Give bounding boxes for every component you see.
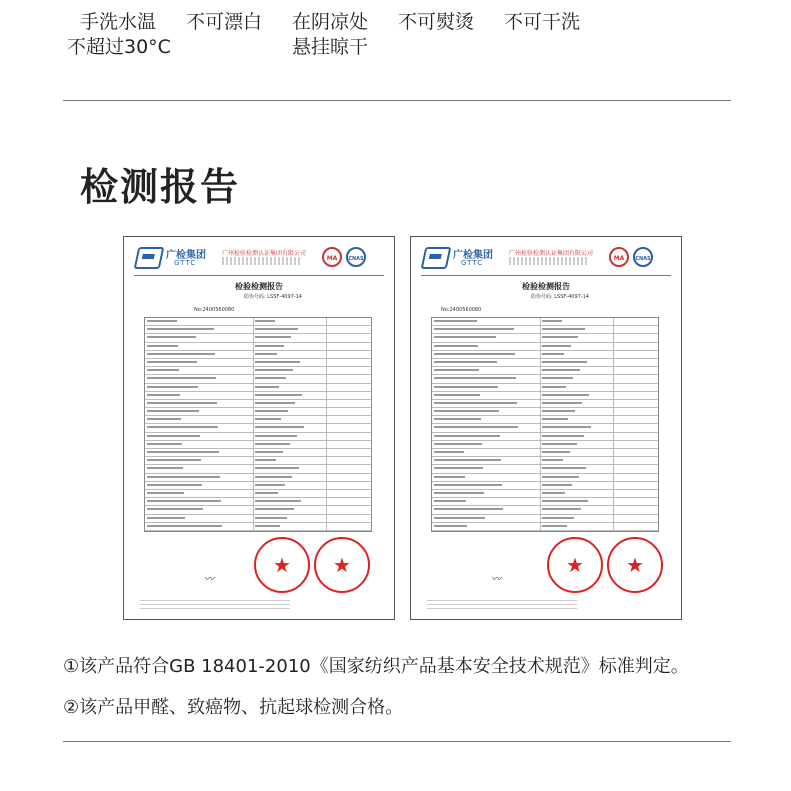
table-row (432, 318, 658, 326)
table-row (145, 343, 371, 351)
table-cell (432, 416, 541, 423)
table-cell (253, 359, 326, 366)
care-label-text: 悬挂晾干 (292, 36, 369, 58)
table-cell (253, 408, 326, 415)
table-cell (540, 523, 613, 530)
table-cell (540, 482, 613, 489)
table-cell (432, 343, 541, 350)
table-row (145, 334, 371, 342)
table-cell (540, 424, 613, 431)
results-table (431, 317, 659, 532)
table-cell (432, 523, 541, 530)
table-cell (145, 384, 254, 391)
table-cell (432, 400, 541, 407)
table-row (432, 343, 658, 351)
table-cell (540, 351, 613, 358)
table-row (432, 515, 658, 523)
report-number: No:2400560080 (194, 307, 235, 313)
table-cell (145, 416, 254, 423)
table-cell (145, 506, 254, 513)
table-cell (145, 449, 254, 456)
care-instructions (0, 10, 791, 70)
table-row (145, 367, 371, 375)
care-label-text: 不超过30°C (67, 36, 171, 58)
note-pass: ②该产品甲醛、致癌物、抗起球检测合格。 (63, 697, 404, 718)
care-label-iron (398, 10, 474, 35)
table-row (145, 449, 371, 457)
section-title: 检测报告 (80, 165, 241, 209)
table-cell (432, 384, 541, 391)
brand-name: 广检集团 (166, 250, 206, 261)
table-cell (540, 490, 613, 497)
table-cell (540, 326, 613, 333)
table-row (432, 375, 658, 383)
table-row (145, 515, 371, 523)
cnas-badge-icon: CNAS (346, 247, 366, 267)
table-row (432, 359, 658, 367)
table-cell (540, 465, 613, 472)
report-footer (427, 599, 577, 609)
table-cell (253, 392, 326, 399)
table-cell (145, 474, 254, 481)
table-row (145, 384, 371, 392)
table-cell (253, 515, 326, 522)
table-cell (253, 441, 326, 448)
table-cell (540, 449, 613, 456)
table-row (432, 392, 658, 400)
table-row (432, 498, 658, 506)
table-cell (432, 408, 541, 415)
table-row (432, 433, 658, 441)
table-cell (253, 367, 326, 374)
table-cell (253, 433, 326, 440)
table-cell (145, 490, 254, 497)
table-cell (432, 441, 541, 448)
table-row (145, 523, 371, 531)
table-cell (253, 424, 326, 431)
table-cell (432, 433, 541, 440)
table-row (432, 482, 658, 490)
table-row (145, 506, 371, 514)
table-cell (145, 400, 254, 407)
table-row (145, 392, 371, 400)
table-cell (540, 392, 613, 399)
table-cell (540, 441, 613, 448)
table-cell (253, 465, 326, 472)
table-cell (540, 416, 613, 423)
table-cell (253, 375, 326, 382)
table-row (145, 490, 371, 498)
test-report-1 (123, 236, 395, 620)
care-label-dry (292, 10, 368, 60)
table-row (432, 424, 658, 432)
table-cell (145, 334, 254, 341)
table-cell (145, 343, 254, 350)
table-cell (145, 408, 254, 415)
table-cell (432, 449, 541, 456)
table-cell (540, 474, 613, 481)
care-label-text: 不可熨烫 (398, 11, 475, 33)
table-cell (145, 457, 254, 464)
security-code: 防伪号码: LSSF-4097-14 (244, 294, 302, 300)
inspection-seal-icon: ★ (547, 537, 603, 593)
table-cell (253, 384, 326, 391)
table-cell (540, 433, 613, 440)
table-cell (253, 400, 326, 407)
care-label-dryclean (504, 10, 580, 35)
table-cell (432, 482, 541, 489)
table-cell (145, 392, 254, 399)
table-cell (540, 334, 613, 341)
table-row (145, 326, 371, 334)
report-title: 检验检测报告 (522, 282, 570, 291)
table-cell (145, 318, 254, 325)
ma-badge-icon: MA (609, 247, 629, 267)
care-label-text: 在阴凉处 (292, 11, 369, 33)
test-report-2 (410, 236, 682, 620)
table-row (432, 416, 658, 424)
org-name: 广州检验检测认证集团有限公司 (222, 250, 307, 257)
inspection-seal-icon: ★ (607, 537, 663, 593)
table-cell (540, 498, 613, 505)
table-row (145, 318, 371, 326)
signature: 〰 (491, 574, 501, 585)
table-cell (145, 326, 254, 333)
table-cell (145, 424, 254, 431)
table-row (432, 400, 658, 408)
table-row (145, 457, 371, 465)
table-cell (253, 351, 326, 358)
table-row (145, 375, 371, 383)
report-header (136, 245, 386, 271)
table-row (432, 465, 658, 473)
table-row (432, 351, 658, 359)
table-row (432, 384, 658, 392)
brand-name: 广检集团 (453, 250, 493, 261)
table-cell (540, 375, 613, 382)
table-cell (432, 515, 541, 522)
care-label-text: 手洗水温 (80, 11, 157, 33)
table-cell (253, 474, 326, 481)
table-row (145, 433, 371, 441)
ma-badge-icon: MA (322, 247, 342, 267)
table-cell (253, 506, 326, 513)
table-cell (145, 433, 254, 440)
table-cell (432, 457, 541, 464)
table-cell (145, 498, 254, 505)
table-cell (432, 367, 541, 374)
report-footer (140, 599, 290, 609)
divider (63, 100, 731, 101)
table-cell (432, 351, 541, 358)
table-cell (432, 392, 541, 399)
table-cell (253, 343, 326, 350)
table-cell (145, 515, 254, 522)
table-row (432, 474, 658, 482)
table-cell (253, 318, 326, 325)
table-cell (145, 359, 254, 366)
table-cell (145, 367, 254, 374)
table-cell (253, 334, 326, 341)
table-cell (540, 400, 613, 407)
security-code: 防伪号码: LSSF-4097-14 (531, 294, 589, 300)
table-row (145, 416, 371, 424)
org-address-lines (509, 257, 589, 265)
report-header (423, 245, 673, 271)
gttc-logo-icon (421, 247, 452, 269)
table-cell (432, 326, 541, 333)
table-cell (432, 498, 541, 505)
table-row (145, 441, 371, 449)
table-row (145, 408, 371, 416)
table-cell (253, 490, 326, 497)
cnas-badge-icon: CNAS (633, 247, 653, 267)
table-row (432, 408, 658, 416)
table-row (145, 465, 371, 473)
table-row (145, 424, 371, 432)
table-cell (253, 449, 326, 456)
table-cell (540, 457, 613, 464)
table-row (145, 482, 371, 490)
org-address-lines (222, 257, 302, 265)
table-cell (432, 506, 541, 513)
table-cell (540, 408, 613, 415)
table-cell (432, 474, 541, 481)
table-cell (253, 326, 326, 333)
table-cell (253, 498, 326, 505)
inspection-seal-icon: ★ (254, 537, 310, 593)
table-cell (145, 441, 254, 448)
brand-sub: GTTC (461, 259, 484, 267)
divider (63, 741, 731, 742)
table-row (432, 367, 658, 375)
report-title: 检验检测报告 (235, 282, 283, 291)
table-row (432, 457, 658, 465)
signature: 〰 (204, 574, 214, 585)
table-row (432, 334, 658, 342)
table-row (432, 441, 658, 449)
header-rule (134, 275, 384, 276)
table-cell (540, 359, 613, 366)
table-row (145, 351, 371, 359)
table-row (145, 474, 371, 482)
table-cell (432, 334, 541, 341)
table-row (432, 506, 658, 514)
table-cell (432, 359, 541, 366)
note-standard: ①该产品符合GB 18401-2010《国家纺织产品基本安全技术规范》标准判定。 (63, 656, 689, 677)
report-number: No:2400560080 (441, 307, 482, 313)
table-row (145, 498, 371, 506)
gttc-logo-icon (134, 247, 165, 269)
table-cell (432, 490, 541, 497)
table-cell (253, 523, 326, 530)
table-cell (540, 343, 613, 350)
table-row (432, 490, 658, 498)
results-table (144, 317, 372, 532)
table-cell (432, 424, 541, 431)
inspection-seal-icon: ★ (314, 537, 370, 593)
table-row (145, 359, 371, 367)
table-row (145, 400, 371, 408)
table-cell (540, 515, 613, 522)
care-label-bleach (186, 10, 262, 35)
table-cell (432, 318, 541, 325)
table-cell (432, 465, 541, 472)
table-cell (253, 416, 326, 423)
table-cell (432, 375, 541, 382)
table-cell (145, 465, 254, 472)
table-cell (253, 457, 326, 464)
table-row (432, 326, 658, 334)
care-label-text: 不可干洗 (504, 11, 581, 33)
table-row (432, 523, 658, 531)
table-cell (540, 367, 613, 374)
org-name: 广州检验检测认证集团有限公司 (509, 250, 594, 257)
header-rule (421, 275, 671, 276)
brand-sub: GTTC (174, 259, 197, 267)
table-cell (145, 482, 254, 489)
table-cell (253, 482, 326, 489)
table-cell (540, 506, 613, 513)
table-cell (540, 384, 613, 391)
table-cell (145, 375, 254, 382)
care-label-text: 不可漂白 (186, 11, 263, 33)
table-cell (145, 351, 254, 358)
table-cell (540, 318, 613, 325)
table-cell (145, 523, 254, 530)
table-row (432, 449, 658, 457)
care-label-wash (67, 10, 171, 60)
